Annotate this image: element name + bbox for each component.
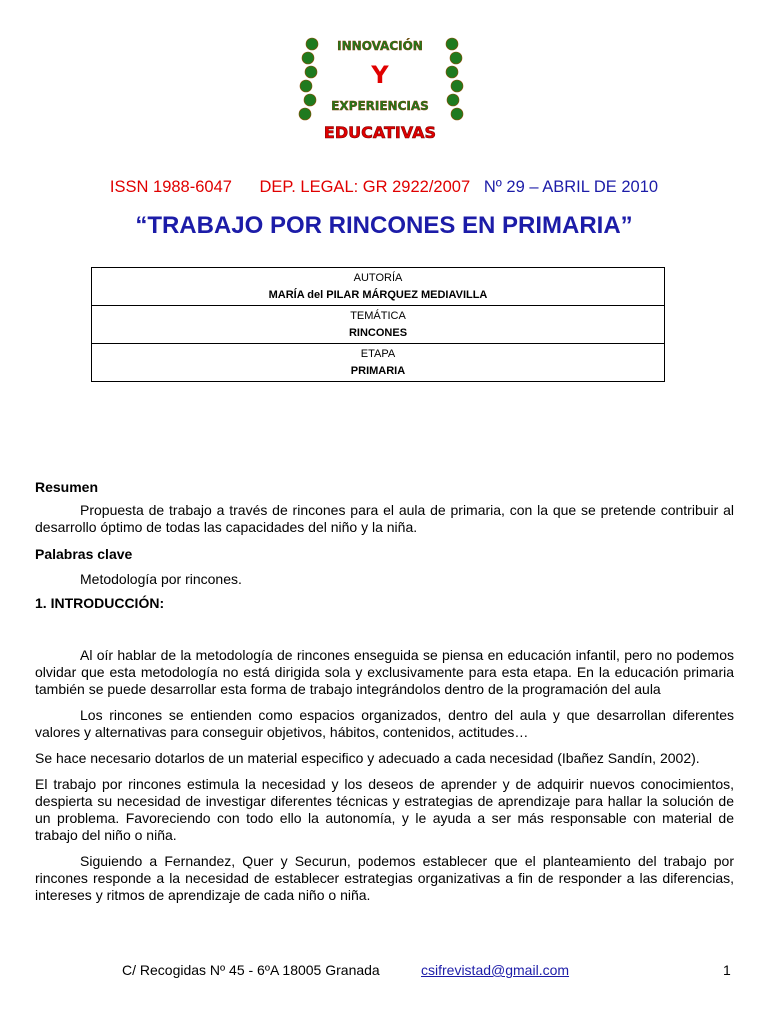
publication-info bbox=[0, 178, 768, 197]
metadata-value: MARÍA del PILAR MÁRQUEZ MEDIAVILLA bbox=[268, 288, 488, 301]
paragraph: Se hace necesario dotarlos de un material especifico y adecuado a cada necesidad (Ibañez Sandín, 2002). bbox=[35, 750, 700, 766]
metadata-row-stage bbox=[92, 344, 665, 382]
article-body bbox=[35, 479, 734, 904]
paragraph: Al oír hablar de la metodología de rincones enseguida se piensa en educación infantil, pero no podemos olvidar que esta metodología no está dirigida sola y exclusivamente para esta etapa. En la educación primaria también se puede desarrollar esta forma de trabajo integrándolos dentro de la programación del aula bbox=[35, 647, 734, 697]
logo-line4: EDUCATIVAS bbox=[323, 123, 437, 142]
abstract-heading: Resumen bbox=[35, 479, 99, 495]
metadata-label: AUTORÍA bbox=[353, 271, 403, 284]
article-metadata-table bbox=[91, 267, 665, 382]
logo-line2: Y bbox=[371, 61, 389, 89]
page-number: 1 bbox=[723, 962, 731, 978]
metadata-row-author bbox=[92, 268, 665, 306]
metadata-value: PRIMARIA bbox=[350, 364, 406, 377]
logo-line3: EXPERIENCIAS bbox=[331, 99, 429, 113]
keywords-text: Metodología por rincones. bbox=[80, 571, 242, 587]
legal-deposit: DEP. LEGAL: GR 2922/2007 bbox=[259, 178, 471, 196]
paragraph: El trabajo por rincones estimula la necesidad y los deseos de aprender y de adquirir nuevos conocimientos, despierta su necesidad de investigar diferentes técnicas y estrategias de aprendizaje para hallar la solución de un problema. Favoreciendo con todo ello la autonomía, y le ayuda a ser más responsable con material de trabajo del niño o niña. bbox=[35, 776, 734, 843]
metadata-value: RINCONES bbox=[348, 326, 408, 339]
intro-heading: 1. INTRODUCCIÓN: bbox=[35, 595, 165, 611]
logo-line1: INNOVACIÓN bbox=[337, 39, 423, 53]
issue-info: Nº 29 – ABRIL DE 2010 bbox=[483, 178, 659, 196]
paragraph: Los rincones se entienden como espacios organizados, dentro del aula y que desarrollan diferentes valores y alternativas para conseguir objetivos, hábitos, contenidos, actitudes… bbox=[35, 707, 734, 740]
article-title: “TRABAJO POR RINCONES EN PRIMARIA” bbox=[135, 212, 633, 239]
footer-email-link[interactable]: csifrevistad@gmail.com bbox=[421, 962, 570, 978]
footer-address: C/ Recogidas Nº 45 - 6ºA 18005 Granada bbox=[122, 962, 380, 978]
metadata-label: TEMÁTICA bbox=[350, 309, 406, 322]
keywords-heading: Palabras clave bbox=[35, 546, 133, 562]
metadata-label: ETAPA bbox=[360, 347, 396, 360]
abstract-text: Propuesta de trabajo a través de rincones para el aula de primaria, con la que se pretende contribuir al desarrollo óptimo de todas las capacidades del niño y la niña. bbox=[35, 502, 734, 535]
magazine-logo bbox=[290, 30, 470, 148]
metadata-row-topic bbox=[92, 306, 665, 344]
issn: ISSN 1988-6047 bbox=[109, 178, 232, 196]
paragraph: Siguiendo a Fernandez, Quer y Securun, podemos establecer que el planteamiento del trabajo por rincones responde a la necesidad de establecer estrategias organizativas a fin de responder a las diferencias, intereses y ritmos de aprendizaje de cada niño o niña. bbox=[35, 853, 734, 903]
